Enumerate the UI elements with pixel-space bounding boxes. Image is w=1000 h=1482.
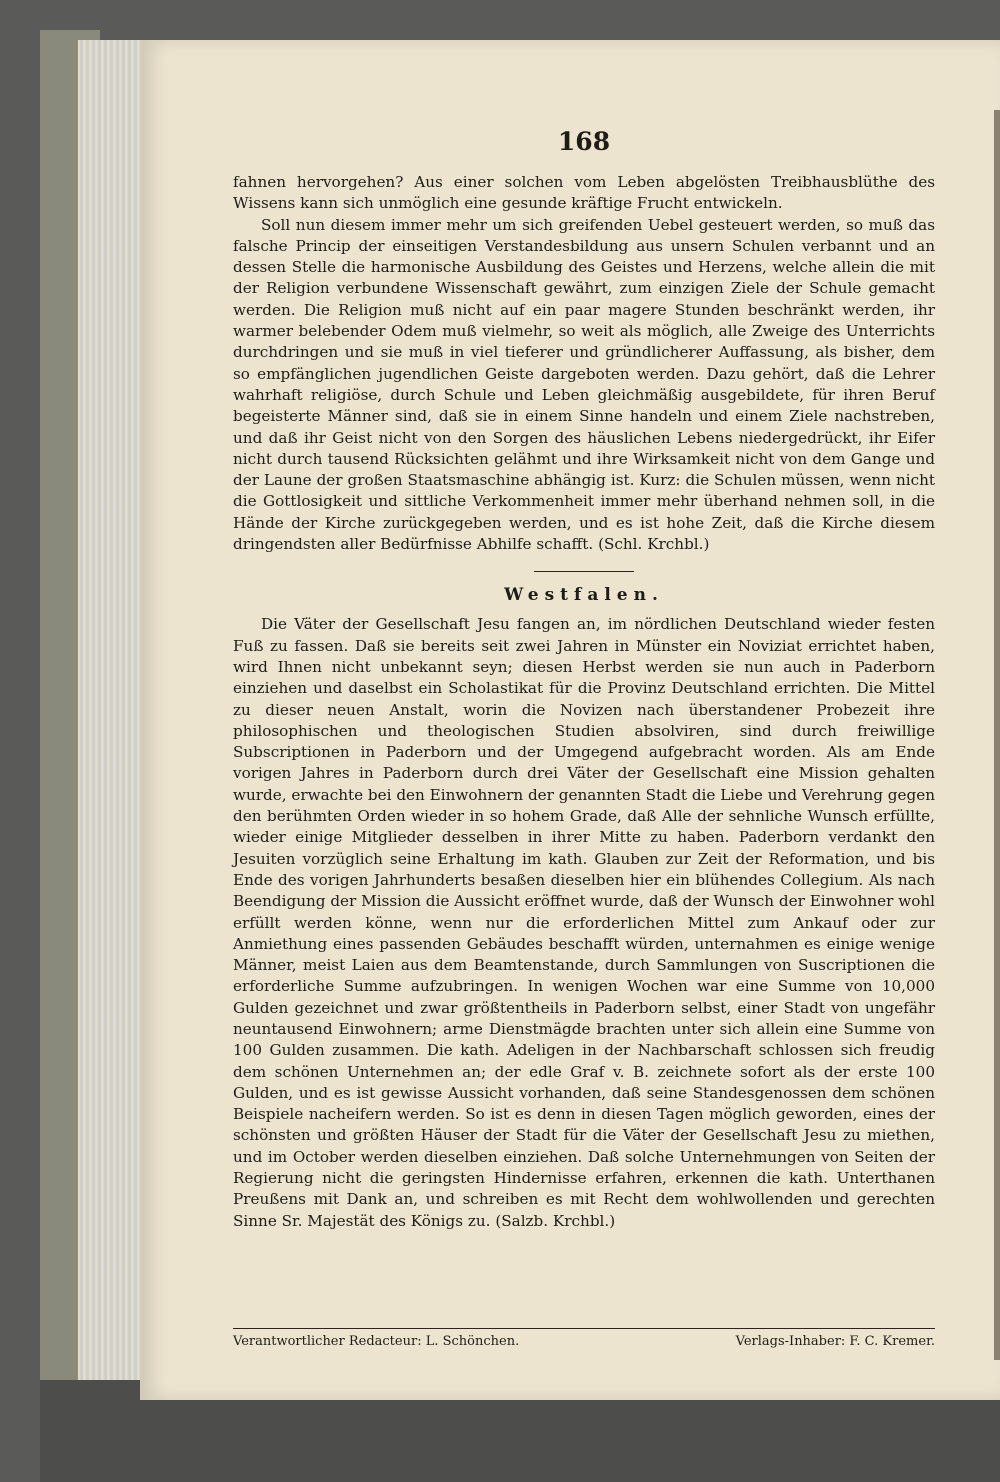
footer-editor: Verantwortlicher Redacteur: L. Schönchen.	[233, 1334, 520, 1349]
book-page	[140, 40, 1000, 1400]
paragraph-1	[233, 172, 935, 215]
page-content	[233, 122, 935, 1349]
page-footer	[233, 1328, 935, 1351]
page-number: 168	[557, 127, 611, 156]
paragraph-westfalen	[233, 614, 935, 1232]
paragraph-2	[233, 215, 935, 556]
footer-publisher: Verlags-Inhaber: F. C. Kremer.	[735, 1334, 935, 1349]
paragraph-westfalen-text: Die Väter der Gesellschaft Jesu fangen an, im nördlichen Deutschland wieder festen Fuß zu fassen. Daß sie bereits seit zwei Jahren in Münster ein Noviziat errichtet haben, wird Ihnen nicht unbekannt seyn; diesen Herbst werden sie nun auch in Paderborn einziehen und daselbst ein Scholastikat für die Provinz Deutschland errichten. Die Mittel zu dieser neuen Anstalt, worin die Novizen nach überstandener Probezeit ihre philosophischen und theologischen Studien absolviren, sind durch freiwillige Subscriptionen in Paderborn und der Umgegend aufgebracht worden. Als am Ende vorigen Jahres in Paderborn durch drei Väter der Gesellschaft eine Mission gehalten wurde, erwachte bei den Einwohnern der genannten Stadt die Liebe und Verehrung gegen den berühmten Orden wieder in so hohem Grade, daß Alle der sehnliche Wunsch erfüllte, wieder einige Mitglieder desselben in ihrer Mitte zu haben. Paderborn verdankt den Jesuiten vorzüglich seine Erhaltung im kath. Glauben zur Zeit der Reformation, und bis Ende des vorigen Jahrhunderts besaßen dieselben hier ein blühendes Collegium. Als nach Beendigung der Mission die Aussicht eröffnet wurde, daß der Wunsch der Einwohner wohl erfüllt werden könne, wenn nur die erforderlichen Mittel zum Ankauf oder zur Anmiethung eines passenden Gebäudes beschafft würden, unternahmen es einige wenige Männer, meist Laien aus dem Beamtenstande, durch Sammlungen von Suscriptionen die erforderliche Summe aufzubringen. In wenigen Wochen war eine Summe von 10,000 Gulden gezeichnet und zwar größtentheils in Paderborn selbst, einer Stadt von ungefähr neuntausend Einwohnern; arme Dienstmägde brachten unter sich allein eine Summe von 100 Gulden zusammen. Die kath. Adeligen in der Nachbarschaft schlossen sich freudig dem schönen Unternehmen an; der edle Graf v. B. zeichnete sofort als der erste 100 Gulden, und es ist gewisse Aussicht vorhanden, daß seine Standesgenossen dem schönen Beispiele nacheifern werden. So ist es denn in diesen Tagen möglich geworden, eines der schönsten und größten Häuser der Stadt für die Väter der Gesellschaft Jesu zu miethen, und im October werden dieselben einziehen. Daß solche Unternehmungen von Seiten der Regierung nicht die geringsten Hindernisse erfahren, erkennen die kath. Unterthanen Preußens mit Dank an, und schreiben es mit Recht dem wohlwollenden und gerechten Sinne Sr. Majestät des Königs zu.	[233, 615, 935, 1230]
paragraph-2-source: (Schl. Krchbl.)	[598, 535, 710, 554]
section-divider	[534, 571, 634, 572]
paragraph-1-text: fahnen hervorgehen? Aus einer solchen vom Leben abgelösten Treibhausblüthe des Wissens kann sich unmöglich eine gesunde kräftige Frucht entwickeln.	[233, 173, 935, 213]
paragraph-westfalen-source: (Salzb. Krchbl.)	[495, 1211, 616, 1230]
section-heading: Westfalen.	[504, 585, 664, 606]
page-right-edge	[994, 110, 1000, 1360]
paragraph-2-text: Soll nun diesem immer mehr um sich greifenden Uebel gesteuert werden, so muß das falsche Princip der einseitigen Verstandesbildung aus unsern Schulen verbannt und an dessen Stelle die harmonische Ausbildung des Geistes und Herzens, welche allein die mit der Religion verbundene Wissenschaft gewährt, zum einzigen Ziele der Schule gemacht werden. Die Religion muß nicht auf ein paar magere Stunden beschränkt werden, ihr warmer belebender Odem muß vielmehr, so weit als möglich, alle Zweige des Unterrichts durchdringen und sie muß in viel tieferer und gründlicherer Auffassung, als bisher, dem so empfänglichen jugendlichen Geiste dargeboten werden. Dazu gehört, daß die Lehrer wahrhaft religiöse, durch Schule und Leben gleichmäßig ausgebildete, für ihren Beruf begeisterte Männer sind, daß sie in einem Sinne handeln und einem Ziele nachstreben, und daß ihr Geist nicht von den Sorgen des häuslichen Lebens niedergedrückt, ihr Eifer nicht durch tausend Rücksichten gelähmt und ihre Wirksamkeit nicht von dem Gange und der Laune der großen Staatsmaschine abhängig ist. Kurz: die Schulen müssen, wenn nicht die Gottlosigkeit und sittliche Verkommenheit immer mehr überhand nehmen soll, in die Hände der Kirche zurückgegeben werden, und es ist hohe Zeit, daß die Kirche diesem dringendsten aller Bedürfnisse Abhilfe schafft.	[233, 215, 935, 554]
